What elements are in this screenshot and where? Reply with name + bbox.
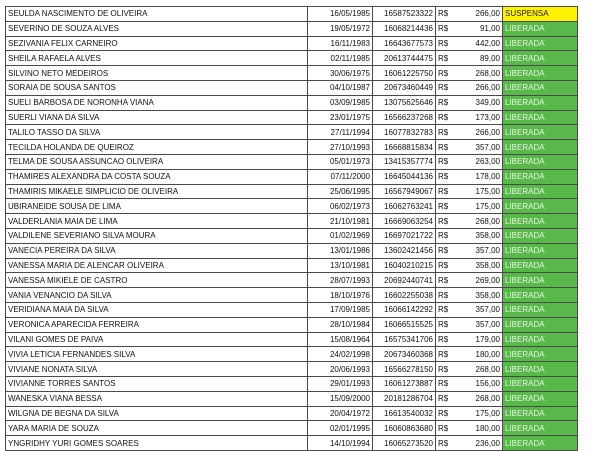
birth-date-cell: 17/09/1985 <box>308 302 373 317</box>
amount-cell: 180,00 <box>454 421 503 436</box>
name-cell: SUERLI VIANA DA SILVA <box>6 110 308 125</box>
name-cell: YNGRIDHY YURI GOMES SOARES <box>6 436 308 451</box>
table-body <box>6 7 578 451</box>
birth-date-cell: 05/01/1973 <box>308 154 373 169</box>
id-number-cell: 16602255038 <box>373 288 436 303</box>
id-number-cell: 16643677573 <box>373 36 436 51</box>
amount-cell: 178,00 <box>454 169 503 184</box>
amount-cell: 173,00 <box>454 110 503 125</box>
name-cell: TELMA DE SOUSA ASSUNCAO OLIVEIRA <box>6 154 308 169</box>
currency-cell: R$ <box>436 332 455 347</box>
amount-cell: 263,00 <box>454 154 503 169</box>
birth-date-cell: 28/07/1993 <box>308 273 373 288</box>
currency-cell: R$ <box>436 288 455 303</box>
id-number-cell: 16613540032 <box>373 406 436 421</box>
status-cell: LIBERADA <box>503 258 578 273</box>
currency-cell: R$ <box>436 362 455 377</box>
amount-cell: 358,00 <box>454 288 503 303</box>
name-cell: VIVIA LETICIA FERNANDES SILVA <box>6 347 308 362</box>
table-row <box>6 7 578 22</box>
amount-cell: 268,00 <box>454 66 503 81</box>
birth-date-cell: 13/01/1986 <box>308 243 373 258</box>
amount-cell: 266,00 <box>454 125 503 140</box>
birth-date-cell: 07/11/2000 <box>308 169 373 184</box>
currency-cell: R$ <box>436 273 455 288</box>
status-cell: LIBERADA <box>503 36 578 51</box>
table-row <box>6 288 578 303</box>
name-cell: VIVIANNE TORRES SANTOS <box>6 376 308 391</box>
name-cell: VALDILENE SEVERIANO SILVA MOURA <box>6 228 308 243</box>
birth-date-cell: 02/11/1985 <box>308 51 373 66</box>
amount-cell: 175,00 <box>454 184 503 199</box>
amount-cell: 358,00 <box>454 228 503 243</box>
id-number-cell: 16061225750 <box>373 66 436 81</box>
birth-date-cell: 27/11/1994 <box>308 125 373 140</box>
amount-cell: 156,00 <box>454 376 503 391</box>
table-row <box>6 36 578 51</box>
id-number-cell: 16669063254 <box>373 214 436 229</box>
amount-cell: 175,00 <box>454 199 503 214</box>
birth-date-cell: 16/05/1985 <box>308 7 373 22</box>
currency-cell: R$ <box>436 436 455 451</box>
table-row <box>6 169 578 184</box>
amount-cell: 268,00 <box>454 214 503 229</box>
id-number-cell: 20692440741 <box>373 273 436 288</box>
amount-cell: 269,00 <box>454 273 503 288</box>
status-cell: LIBERADA <box>503 214 578 229</box>
name-cell: THAMIRIS MIKAELE SIMPLICIO DE OLIVEIRA <box>6 184 308 199</box>
status-cell: LIBERADA <box>503 436 578 451</box>
id-number-cell: 16077832783 <box>373 125 436 140</box>
status-cell: LIBERADA <box>503 95 578 110</box>
table-row <box>6 376 578 391</box>
id-number-cell: 16566237268 <box>373 110 436 125</box>
status-cell: LIBERADA <box>503 302 578 317</box>
status-cell: LIBERADA <box>503 406 578 421</box>
table-row <box>6 228 578 243</box>
name-cell: VERONICA APARECIDA FERREIRA <box>6 317 308 332</box>
id-number-cell: 13415357774 <box>373 154 436 169</box>
name-cell: SEULDA NASCIMENTO DE OLIVEIRA <box>6 7 308 22</box>
id-number-cell: 13075625646 <box>373 95 436 110</box>
status-cell: LIBERADA <box>503 169 578 184</box>
currency-cell: R$ <box>436 391 455 406</box>
table-row <box>6 125 578 140</box>
table-row <box>6 21 578 36</box>
amount-cell: 442,00 <box>454 36 503 51</box>
currency-cell: R$ <box>436 125 455 140</box>
id-number-cell: 16668815834 <box>373 140 436 155</box>
birth-date-cell: 01/02/1969 <box>308 228 373 243</box>
table-row <box>6 110 578 125</box>
status-cell: LIBERADA <box>503 421 578 436</box>
currency-cell: R$ <box>436 7 455 22</box>
status-cell: LIBERADA <box>503 347 578 362</box>
currency-cell: R$ <box>436 406 455 421</box>
name-cell: VANIA VENANCIO DA SILVA <box>6 288 308 303</box>
status-cell: LIBERADA <box>503 228 578 243</box>
birth-date-cell: 27/10/1993 <box>308 140 373 155</box>
table-row <box>6 140 578 155</box>
id-number-cell: 16061273887 <box>373 376 436 391</box>
id-number-cell: 16697021722 <box>373 228 436 243</box>
table-row <box>6 51 578 66</box>
table-row <box>6 80 578 95</box>
amount-cell: 175,00 <box>454 406 503 421</box>
currency-cell: R$ <box>436 243 455 258</box>
currency-cell: R$ <box>436 169 455 184</box>
birth-date-cell: 20/06/1993 <box>308 362 373 377</box>
status-cell: LIBERADA <box>503 80 578 95</box>
name-cell: VALDERLANIA MAIA DE LIMA <box>6 214 308 229</box>
status-cell: LIBERADA <box>503 125 578 140</box>
currency-cell: R$ <box>436 21 455 36</box>
birth-date-cell: 15/09/2000 <box>308 391 373 406</box>
name-cell: TALILO TASSO DA SILVA <box>6 125 308 140</box>
status-cell: LIBERADA <box>503 243 578 258</box>
table-row <box>6 317 578 332</box>
id-number-cell: 16066142292 <box>373 302 436 317</box>
id-number-cell: 20673460368 <box>373 347 436 362</box>
table-row <box>6 184 578 199</box>
currency-cell: R$ <box>436 110 455 125</box>
amount-cell: 357,00 <box>454 140 503 155</box>
currency-cell: R$ <box>436 36 455 51</box>
id-number-cell: 16645044136 <box>373 169 436 184</box>
table-row <box>6 421 578 436</box>
status-cell: LIBERADA <box>503 391 578 406</box>
name-cell: TECILDA HOLANDA DE QUEIROZ <box>6 140 308 155</box>
amount-cell: 357,00 <box>454 302 503 317</box>
name-cell: SHEILA RAFAELA ALVES <box>6 51 308 66</box>
name-cell: WANESKA VIANA BESSA <box>6 391 308 406</box>
id-number-cell: 16566278150 <box>373 362 436 377</box>
birth-date-cell: 19/05/1972 <box>308 21 373 36</box>
id-number-cell: 13602421456 <box>373 243 436 258</box>
table-row <box>6 258 578 273</box>
name-cell: VANECIA PEREIRA DA SILVA <box>6 243 308 258</box>
birth-date-cell: 21/10/1981 <box>308 214 373 229</box>
id-number-cell: 16062763241 <box>373 199 436 214</box>
status-cell: LIBERADA <box>503 273 578 288</box>
amount-cell: 180,00 <box>454 347 503 362</box>
currency-cell: R$ <box>436 258 455 273</box>
birth-date-cell: 04/10/1987 <box>308 80 373 95</box>
table-row <box>6 199 578 214</box>
currency-cell: R$ <box>436 421 455 436</box>
table-row <box>6 243 578 258</box>
table-row <box>6 66 578 81</box>
id-number-cell: 16066515525 <box>373 317 436 332</box>
status-cell: LIBERADA <box>503 317 578 332</box>
birth-date-cell: 23/01/1975 <box>308 110 373 125</box>
name-cell: YARA MARIA DE SOUZA <box>6 421 308 436</box>
amount-cell: 268,00 <box>454 362 503 377</box>
id-number-cell: 20181286704 <box>373 391 436 406</box>
table-row <box>6 154 578 169</box>
birth-date-cell: 16/11/1983 <box>308 36 373 51</box>
name-cell: VILANI GOMES DE PAIVA <box>6 332 308 347</box>
amount-cell: 266,00 <box>454 80 503 95</box>
id-number-cell: 16567949067 <box>373 184 436 199</box>
beneficiary-table <box>5 6 578 451</box>
table-row <box>6 332 578 347</box>
currency-cell: R$ <box>436 140 455 155</box>
birth-date-cell: 25/06/1995 <box>308 184 373 199</box>
table-row <box>6 436 578 451</box>
amount-cell: 349,00 <box>454 95 503 110</box>
id-number-cell: 16587523322 <box>373 7 436 22</box>
amount-cell: 266,00 <box>454 7 503 22</box>
currency-cell: R$ <box>436 317 455 332</box>
birth-date-cell: 06/02/1973 <box>308 199 373 214</box>
amount-cell: 91,00 <box>454 21 503 36</box>
currency-cell: R$ <box>436 184 455 199</box>
currency-cell: R$ <box>436 199 455 214</box>
name-cell: THAMIRES ALEXANDRA DA COSTA SOUZA <box>6 169 308 184</box>
birth-date-cell: 28/10/1984 <box>308 317 373 332</box>
birth-date-cell: 14/10/1994 <box>308 436 373 451</box>
amount-cell: 268,00 <box>454 391 503 406</box>
table-row <box>6 214 578 229</box>
birth-date-cell: 15/08/1964 <box>308 332 373 347</box>
table-row <box>6 302 578 317</box>
status-cell: LIBERADA <box>503 110 578 125</box>
status-cell: LIBERADA <box>503 21 578 36</box>
status-cell: LIBERADA <box>503 154 578 169</box>
amount-cell: 89,00 <box>454 51 503 66</box>
status-cell: LIBERADA <box>503 376 578 391</box>
table-row <box>6 347 578 362</box>
id-number-cell: 16065273520 <box>373 436 436 451</box>
status-cell: LIBERADA <box>503 332 578 347</box>
status-cell: LIBERADA <box>503 199 578 214</box>
currency-cell: R$ <box>436 347 455 362</box>
currency-cell: R$ <box>436 66 455 81</box>
name-cell: UBIRANEIDE SOUSA DE LIMA <box>6 199 308 214</box>
birth-date-cell: 30/06/1975 <box>308 66 373 81</box>
amount-cell: 236,00 <box>454 436 503 451</box>
table-row <box>6 391 578 406</box>
birth-date-cell: 20/04/1972 <box>308 406 373 421</box>
birth-date-cell: 24/02/1998 <box>308 347 373 362</box>
status-cell: LIBERADA <box>503 140 578 155</box>
currency-cell: R$ <box>436 80 455 95</box>
name-cell: VANESSA MIKIELE DE CASTRO <box>6 273 308 288</box>
amount-cell: 357,00 <box>454 317 503 332</box>
status-cell: LIBERADA <box>503 51 578 66</box>
currency-cell: R$ <box>436 228 455 243</box>
birth-date-cell: 03/09/1985 <box>308 95 373 110</box>
name-cell: WILGNA DE BEGNA DA SILVA <box>6 406 308 421</box>
amount-cell: 179,00 <box>454 332 503 347</box>
table-row <box>6 406 578 421</box>
currency-cell: R$ <box>436 51 455 66</box>
name-cell: SEZIVANIA FELIX CARNEIRO <box>6 36 308 51</box>
name-cell: SUELI BARBOSA DE NORONHA VIANA <box>6 95 308 110</box>
name-cell: VIVIANE NONATA SILVA <box>6 362 308 377</box>
birth-date-cell: 02/01/1995 <box>308 421 373 436</box>
id-number-cell: 16575341706 <box>373 332 436 347</box>
name-cell: VERIDIANA MAIA DA SILVA <box>6 302 308 317</box>
currency-cell: R$ <box>436 95 455 110</box>
status-cell: LIBERADA <box>503 66 578 81</box>
status-cell: SUSPENSA <box>503 7 578 22</box>
status-cell: LIBERADA <box>503 362 578 377</box>
name-cell: VANESSA MARIA DE ALENCAR OLIVEIRA <box>6 258 308 273</box>
name-cell: SILVINO NETO MEDEIROS <box>6 66 308 81</box>
currency-cell: R$ <box>436 376 455 391</box>
name-cell: SORAIA DE SOUSA SANTOS <box>6 80 308 95</box>
amount-cell: 358,00 <box>454 258 503 273</box>
id-number-cell: 16060863680 <box>373 421 436 436</box>
currency-cell: R$ <box>436 214 455 229</box>
table-row <box>6 362 578 377</box>
id-number-cell: 16068214436 <box>373 21 436 36</box>
name-cell: SEVERINO DE SOUZA ALVES <box>6 21 308 36</box>
currency-cell: R$ <box>436 302 455 317</box>
status-cell: LIBERADA <box>503 288 578 303</box>
status-cell: LIBERADA <box>503 184 578 199</box>
id-number-cell: 20673460449 <box>373 80 436 95</box>
table-row <box>6 95 578 110</box>
birth-date-cell: 18/10/1976 <box>308 288 373 303</box>
amount-cell: 357,00 <box>454 243 503 258</box>
table-row <box>6 273 578 288</box>
id-number-cell: 16040210215 <box>373 258 436 273</box>
birth-date-cell: 13/10/1981 <box>308 258 373 273</box>
currency-cell: R$ <box>436 154 455 169</box>
birth-date-cell: 29/01/1993 <box>308 376 373 391</box>
id-number-cell: 20613744475 <box>373 51 436 66</box>
